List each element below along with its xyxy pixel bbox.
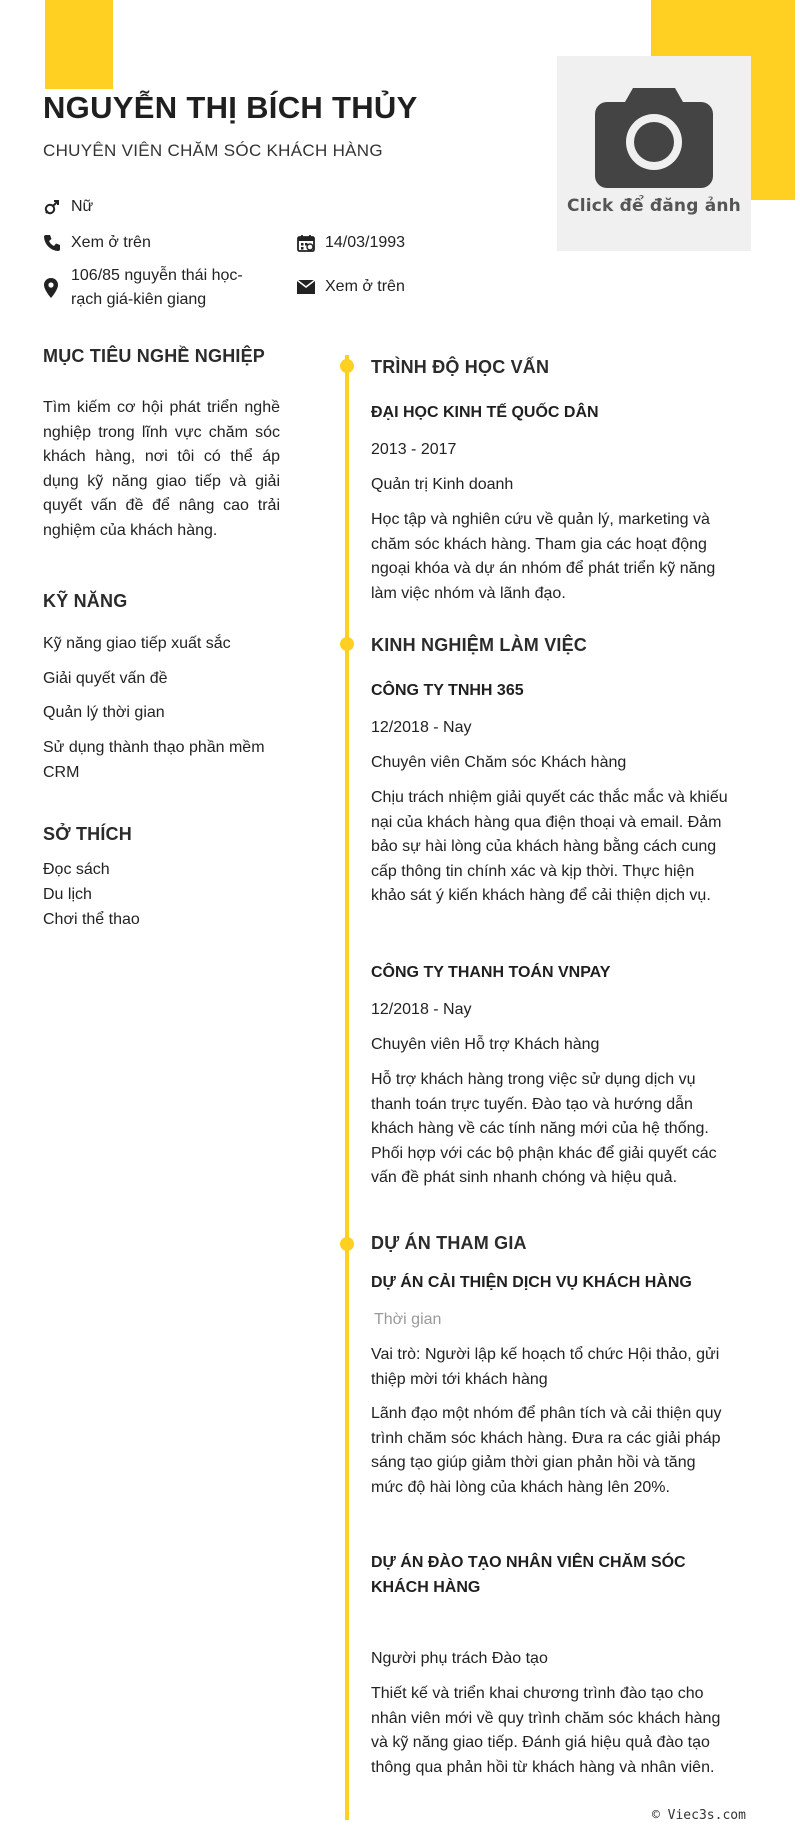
experience-title: KINH NGHIỆM LÀM VIỆC: [371, 635, 588, 655]
education-major: Quản trị Kinh doanh: [371, 476, 514, 493]
job-period: 12/2018 - Nay: [371, 1001, 472, 1018]
birthday-row: [297, 231, 405, 255]
gender-value: Nữ: [71, 198, 94, 215]
education-title: TRÌNH ĐỘ HỌC VẤN: [371, 357, 550, 377]
candidate-name: NGUYỄN THỊ BÍCH THỦY: [43, 90, 418, 125]
project-name: DỰ ÁN ĐÀO TẠO NHÂN VIÊN CHĂM SÓC KHÁCH HÀNG: [371, 1554, 686, 1596]
email-row: [297, 275, 405, 299]
project-time-field[interactable]: Thời gian: [374, 1311, 442, 1328]
education-period: 2013 - 2017: [371, 441, 457, 458]
project-description: Thiết kế và triển khai chương trình đào tạo cho nhân viên mới về quy trình chăm sóc khách hàng và kỹ năng giao tiếp. Đánh giá hiệu quả đào tạo thông qua phản hồi từ khách hàng và nhân viên.: [371, 1685, 721, 1776]
candidate-title: CHUYÊN VIÊN CHĂM SÓC KHÁCH HÀNG: [43, 141, 383, 160]
camera-icon: [595, 84, 713, 188]
skill-item: Sử dụng thành thạo phần mềm CRM: [43, 739, 265, 781]
job-description: Chịu trách nhiệm giải quyết các thắc mắc và khiếu nại của khách hàng qua điện thoại và email. Đảm bảo sự hài lòng của khách hàng bằng cách cung cấp thông tin chính xác và kịp thời. Thực hiện khảo sát ý kiến khách hàng để cải thiện dịch vụ.: [371, 789, 728, 904]
skill-item: Giải quyết vấn đề: [43, 670, 168, 687]
gender-icon: [43, 195, 71, 219]
calendar-icon: [297, 231, 325, 255]
objective-title: MỤC TIÊU NGHỀ NGHIỆP: [43, 346, 266, 366]
decor-block-left: [45, 0, 113, 89]
email-value: Xem ở trên: [325, 278, 405, 295]
photo-upload-label: Click để đăng ảnh: [567, 196, 741, 216]
hobby-item: Chơi thể thao: [43, 911, 140, 928]
projects-title: DỰ ÁN THAM GIA: [371, 1233, 527, 1253]
skill-item: Quản lý thời gian: [43, 704, 165, 721]
birthday-value: 14/03/1993: [325, 234, 406, 251]
project-role: Vai trò: Người lập kế hoạch tổ chức Hội thảo, gửi thiệp mời tới khách hàng: [371, 1346, 720, 1388]
address-value: 106/85 nguyễn thái học-rạch giá-kiên giang: [71, 267, 243, 308]
skills-title: KỸ NĂNG: [43, 591, 128, 611]
hobby-item: Đọc sách: [43, 861, 110, 878]
timeline-dot: [340, 1237, 354, 1251]
project-name: DỰ ÁN CẢI THIỆN DỊCH VỤ KHÁCH HÀNG: [371, 1274, 692, 1291]
watermark: © Viec3s.com: [652, 1808, 746, 1823]
skill-item: Kỹ năng giao tiếp xuất sắc: [43, 635, 231, 652]
hobbies-title: SỞ THÍCH: [43, 824, 132, 844]
job-position: Chuyên viên Chăm sóc Khách hàng: [371, 754, 627, 771]
education-school: ĐẠI HỌC KINH TẾ QUỐC DÂN: [371, 404, 599, 421]
timeline-line: [345, 355, 349, 1820]
gender-row: [43, 195, 93, 219]
timeline-dot: [340, 637, 354, 651]
education-description: Học tập và nghiên cứu về quản lý, marketing và chăm sóc khách hàng. Tham gia các hoạt động ngoại khóa và dự án nhóm để phát triển kỹ năng làm việc nhóm và lãnh đạo.: [371, 511, 716, 602]
job-description: Hỗ trợ khách hàng trong việc sử dụng dịch vụ thanh toán trực tuyến. Đào tạo và hướng dẫn khách hàng về các tính năng mới của hệ thống. Phối hợp với các bộ phận khác để giải quyết các vấn đề phát sinh nhanh chóng và hiệu quả.: [371, 1071, 717, 1186]
phone-value: Xem ở trên: [71, 234, 151, 251]
job-position: Chuyên viên Hỗ trợ Khách hàng: [371, 1036, 600, 1053]
timeline-dot: [340, 359, 354, 373]
hobbies-list: [43, 857, 140, 932]
address-row: [43, 264, 273, 312]
objective-text: Tìm kiếm cơ hội phát triển nghề nghiệp trong lĩnh vực chăm sóc khách hàng, nơi tôi có thể áp dụng kỹ năng giao tiếp và giải quyết vấn đề để nâng cao trải nghiệm của khách hàng.: [43, 399, 280, 539]
hobby-item: Du lịch: [43, 886, 92, 903]
envelope-icon: [297, 275, 325, 299]
job-company: CÔNG TY TNHH 365: [371, 682, 524, 699]
location-pin-icon: [43, 264, 71, 312]
phone-icon: [43, 231, 71, 255]
phone-row: [43, 231, 151, 255]
project-description: Lãnh đạo một nhóm để phân tích và cải thiện quy trình chăm sóc khách hàng. Đưa ra các giải pháp sáng tạo giúp giảm thời gian phản hồi và tăng mức độ hài lòng của khách hàng lên 20%.: [371, 1405, 722, 1496]
project-role: Người phụ trách Đào tạo: [371, 1650, 548, 1667]
job-company: CÔNG TY THANH TOÁN VNPAY: [371, 964, 611, 981]
job-period: 12/2018 - Nay: [371, 719, 472, 736]
photo-upload[interactable]: [557, 56, 751, 251]
